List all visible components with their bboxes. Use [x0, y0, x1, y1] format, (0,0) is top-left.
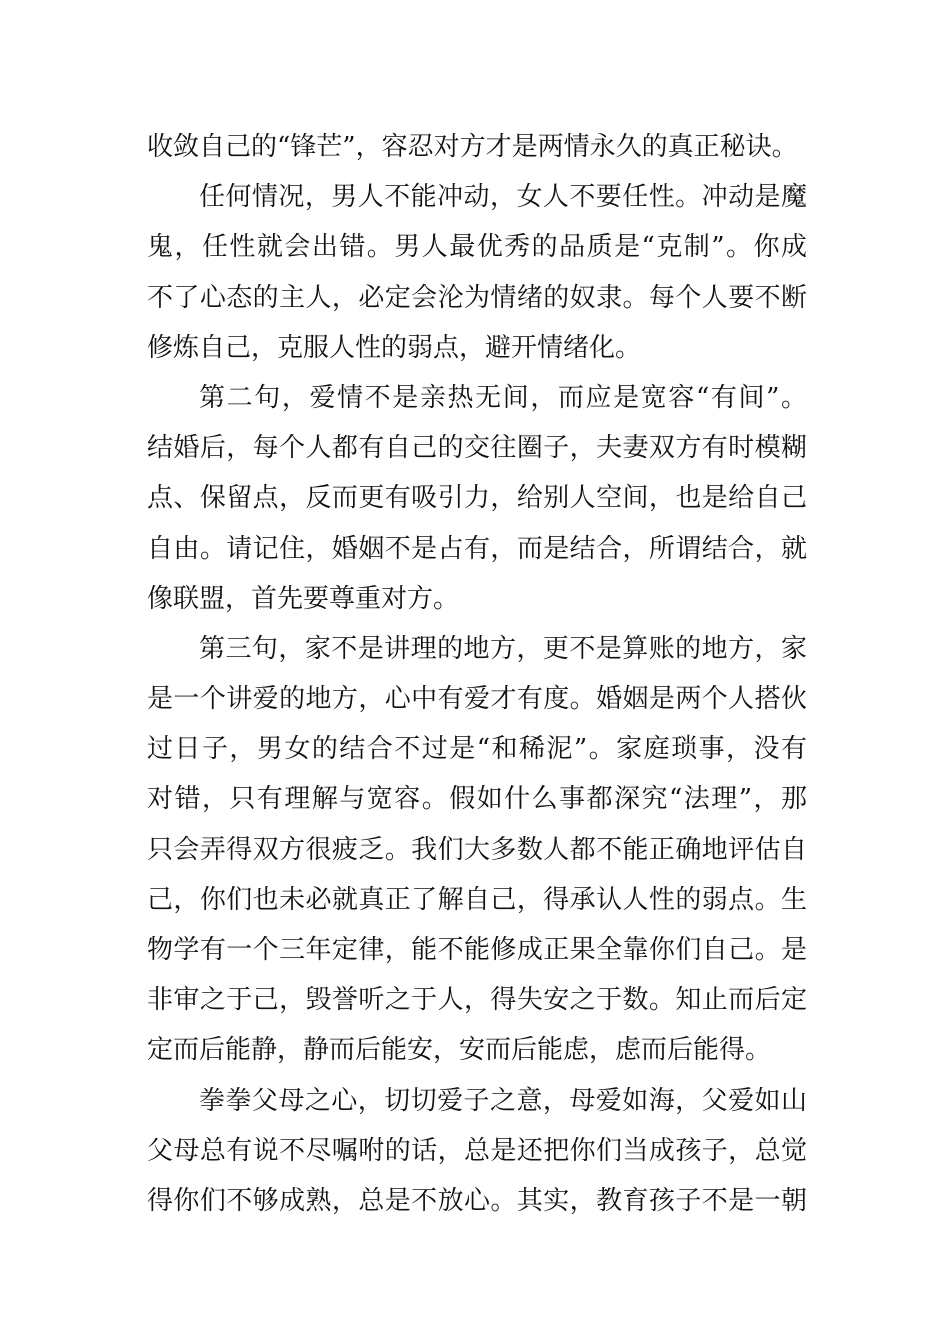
- text-line: 收敛自己的“锋芒”，容忍对方才是两情永久的真正秘诀。: [147, 132, 798, 162]
- text-line: 鬼，任性就会出错。男人最优秀的品质是“克制”。你成: [147, 232, 807, 263]
- text-line: 结婚后，每个人都有自己的交往圈子，夫妻双方有时模糊: [147, 433, 807, 464]
- text-line: 过日子，男女的结合不过是“和稀泥”。家庭琐事，没有: [147, 734, 807, 765]
- text-line: 第二句，爱情不是亲热无间，而应是宽容“有间”。: [199, 382, 807, 413]
- text-line: 物学有一个三年定律，能不能修成正果全靠你们自己。是: [147, 935, 807, 965]
- text-line: 父母总有说不尽嘱咐的话，总是还把你们当成孩子，总觉: [147, 1135, 807, 1166]
- text-line: 非审之于己，毁誉听之于人，得失安之于数。知止而后定: [147, 985, 807, 1016]
- text-line: 自由。请记住，婚姻不是占有，而是结合，所谓结合，就: [147, 533, 807, 564]
- text-line: 对错，只有理解与宽容。假如什么事都深究“法理”，那: [147, 784, 807, 815]
- text-line: 修炼自己，克服人性的弱点，避开情绪化。: [147, 332, 642, 363]
- text-line: 只会弄得双方很疲乏。我们大多数人都不能正确地评估自: [147, 834, 807, 865]
- text-line: 己，你们也未必就真正了解自己，得承认人性的弱点。生: [147, 884, 807, 915]
- text-line: 任何情况，男人不能冲动，女人不要任性。冲动是魔: [199, 182, 807, 213]
- text-line: 是一个讲爱的地方，心中有爱才有度。婚姻是两个人搭伙: [147, 684, 807, 715]
- text-line: 定而后能静，静而后能安，安而后能虑，虑而后能得。: [147, 1035, 772, 1066]
- text-line: 点、保留点，反而更有吸引力，给别人空间，也是给自己: [147, 483, 807, 514]
- text-line: 不了心态的主人，必定会沦为情绪的奴隶。每个人要不断: [147, 282, 807, 313]
- text-line: 第三句，家不是讲理的地方，更不是算账的地方，家: [199, 633, 807, 664]
- text-line: 拳拳父母之心，切切爱子之意，母爱如海，父爱如山: [199, 1085, 807, 1116]
- body-text: [147, 122, 807, 1226]
- text-line: 像联盟，首先要尊重对方。: [147, 583, 460, 614]
- text-line: 得你们不够成熟，总是不放心。其实，教育孩子不是一朝: [147, 1185, 807, 1216]
